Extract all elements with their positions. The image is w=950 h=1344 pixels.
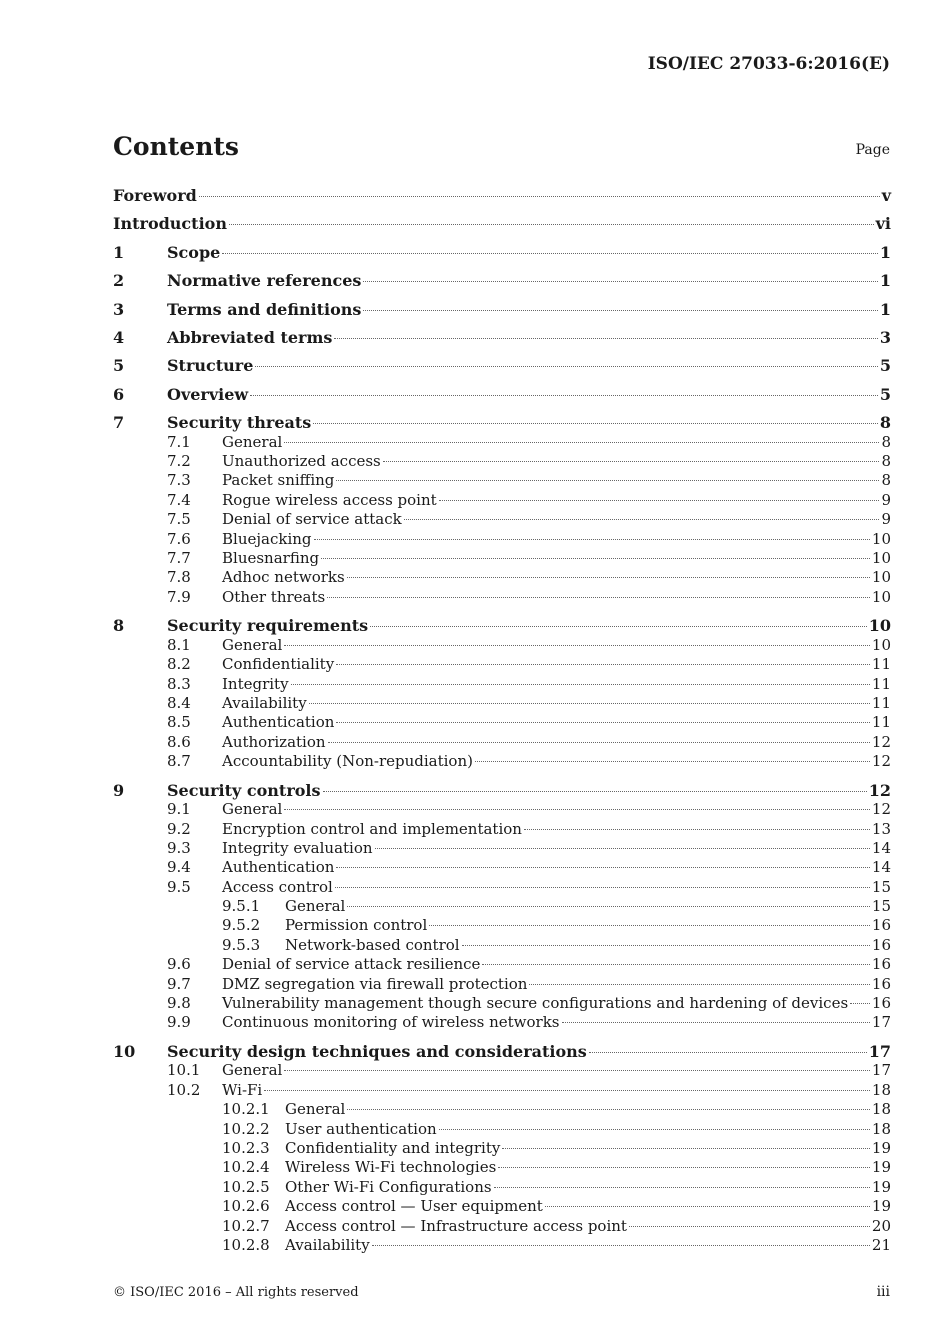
toc-entry-number: 9.6: [167, 955, 191, 974]
dot-leader: [328, 742, 870, 743]
toc-entry-title: Denial of service attack resilience: [222, 955, 481, 974]
dot-leader: [255, 366, 877, 367]
toc-entry-title: Vulnerability management though secure configurations and hardening of devices: [222, 994, 849, 1013]
toc-entry-page: 5: [879, 384, 891, 404]
dot-leader: [291, 684, 870, 685]
toc-entry-title: Encryption control and implementation: [222, 819, 522, 838]
toc-entry[interactable]: [113, 1178, 891, 1197]
dot-leader: [336, 867, 870, 868]
dot-leader: [323, 791, 867, 792]
toc-entry-page: vi: [875, 214, 891, 234]
toc-entry-page: 15: [871, 877, 891, 896]
toc-entry-page: 8: [879, 413, 891, 433]
toc-entry-page: 10: [871, 568, 891, 587]
toc-entry-number: 8.4: [167, 693, 191, 712]
toc-entry-title: Security threats: [167, 413, 312, 433]
toc-entry-title: Continuous monitoring of wireless networks: [222, 1013, 560, 1032]
toc-entry-title: Authorization: [222, 732, 326, 751]
dot-leader: [429, 925, 870, 926]
toc-entry-number: 9.8: [167, 994, 191, 1013]
toc-entry-page: 10: [871, 549, 891, 568]
toc-entry-title: General: [222, 432, 283, 451]
toc-entry-title: Wireless Wi-Fi technologies: [285, 1158, 497, 1177]
toc-entry-title: Rogue wireless access point: [222, 490, 437, 509]
toc-entry-number: 2: [113, 271, 125, 291]
document-header: ISO/IEC 27033-6:2016(E): [647, 54, 890, 74]
toc-entry-page: 19: [871, 1177, 891, 1196]
toc-entry-page: 16: [871, 955, 891, 974]
toc-entry[interactable]: [113, 1013, 891, 1032]
toc-entry-title: Scope: [167, 242, 221, 262]
dot-leader: [545, 1206, 870, 1207]
toc-entry-number: 7.4: [167, 490, 191, 509]
toc-entry-number: 10.2.1: [222, 1100, 270, 1119]
toc-entry-title: Integrity: [222, 674, 289, 693]
toc-entry-number: 10.2.7: [222, 1216, 270, 1235]
toc-entry[interactable]: [113, 588, 891, 607]
toc-entry-page: 1: [879, 299, 891, 319]
toc-entry-page: 11: [871, 655, 891, 674]
toc-entry[interactable]: [113, 1042, 891, 1061]
toc-entry[interactable]: [113, 1061, 891, 1080]
toc-entry[interactable]: [113, 616, 891, 635]
dot-leader: [524, 829, 870, 830]
toc-entry[interactable]: [113, 839, 891, 858]
toc-entry-page: 16: [871, 974, 891, 993]
toc-entry-page: 20: [871, 1216, 891, 1235]
toc-entry-number: 4: [113, 327, 125, 347]
toc-entry[interactable]: [113, 300, 891, 319]
dot-leader: [363, 281, 877, 282]
toc-entry-page: 17: [871, 1013, 891, 1032]
toc-entry-page: 15: [871, 897, 891, 916]
toc-entry-page: 12: [871, 752, 891, 771]
toc-entry-page: 3: [879, 327, 891, 347]
toc-entry[interactable]: [113, 800, 891, 819]
dot-leader: [199, 196, 880, 197]
toc-entry-title: DMZ segregation via firewall protection: [222, 974, 528, 993]
toc-entry[interactable]: [113, 1120, 891, 1139]
dot-leader: [334, 338, 877, 339]
toc-entry-page: 17: [868, 1041, 891, 1061]
toc-entry-title: Security controls: [167, 780, 321, 800]
toc-entry[interactable]: [113, 549, 891, 568]
toc-entry-title: Network-based control: [285, 935, 460, 954]
toc-entry[interactable]: [113, 413, 891, 432]
toc-entry-title: Adhoc networks: [222, 568, 345, 587]
dot-leader: [264, 1090, 870, 1091]
toc-entry-page: 19: [871, 1158, 891, 1177]
toc-entry-number: 5: [113, 356, 125, 376]
toc-entry[interactable]: [113, 955, 891, 974]
toc-entry[interactable]: [113, 1158, 891, 1177]
toc-entry[interactable]: [113, 752, 891, 771]
dot-leader: [502, 1148, 870, 1149]
toc-entry-number: 8.6: [167, 732, 191, 751]
toc-entry-title: Other threats: [222, 587, 326, 606]
toc-entry-page: 8: [881, 471, 891, 490]
dot-leader: [250, 395, 878, 396]
toc-entry-number: 7: [113, 413, 125, 433]
toc-entry-number: 9.5.3: [222, 935, 261, 954]
toc-entry-title: Availability: [222, 693, 307, 712]
toc-entry-number: 9: [113, 780, 125, 800]
toc-entry-page: 19: [871, 1197, 891, 1216]
toc-entry-page: 18: [871, 1100, 891, 1119]
dot-leader: [562, 1022, 870, 1023]
toc-entry-title: Introduction: [113, 214, 227, 234]
dot-leader: [314, 539, 870, 540]
toc-entry-number: 10.2.2: [222, 1119, 270, 1138]
copyright-footer: © ISO/IEC 2016 – All rights reserved: [113, 1285, 359, 1300]
toc-entry-title: User authentication: [285, 1119, 437, 1138]
toc-entry-number: 10.1: [167, 1061, 201, 1080]
toc-entry-number: 9.3: [167, 838, 191, 857]
toc-entry-title: Bluesnarfing: [222, 549, 320, 568]
page-number: iii: [876, 1284, 890, 1300]
toc-entry-title: Abbreviated terms: [167, 327, 333, 347]
toc-entry-page: v: [881, 186, 891, 205]
toc-entry-page: 12: [871, 800, 891, 819]
toc-entry-number: 10.2.3: [222, 1138, 270, 1157]
dot-leader: [439, 500, 880, 501]
toc-entry-title: Unauthorized access: [222, 452, 381, 471]
table-of-contents: [113, 186, 891, 1255]
toc-entry[interactable]: [113, 733, 891, 752]
toc-entry-page: 8: [881, 432, 891, 451]
dot-leader: [498, 1167, 870, 1168]
dot-leader: [363, 310, 877, 311]
dot-leader: [372, 1245, 870, 1246]
toc-entry-title: Authentication: [222, 858, 335, 877]
toc-entry[interactable]: [113, 356, 891, 375]
toc-entry[interactable]: [113, 452, 891, 471]
toc-entry-number: 7.2: [167, 452, 191, 471]
toc-entry-number: 9.2: [167, 819, 191, 838]
dot-leader: [589, 1052, 867, 1053]
contents-heading: Contents: [113, 132, 240, 161]
toc-entry-number: 8.7: [167, 752, 191, 771]
toc-entry-title: Integrity evaluation: [222, 838, 373, 857]
toc-entry-number: 9.5: [167, 877, 191, 896]
toc-entry-number: 10.2.5: [222, 1177, 270, 1196]
dot-leader: [629, 1226, 870, 1227]
dot-leader: [313, 423, 878, 424]
toc-entry-number: 8: [113, 616, 125, 636]
toc-entry-page: 16: [871, 935, 891, 954]
toc-entry-number: 7.3: [167, 471, 191, 490]
toc-entry-number: 10.2: [167, 1080, 201, 1099]
toc-entry-title: Denial of service attack: [222, 510, 402, 529]
dot-leader: [375, 848, 870, 849]
dot-leader: [335, 887, 870, 888]
toc-entry-title: Bluejacking: [222, 529, 312, 548]
toc-entry-number: 8.2: [167, 655, 191, 674]
toc-entry-title: Authentication: [222, 713, 335, 732]
toc-entry-number: 9.7: [167, 974, 191, 993]
dot-leader: [336, 480, 879, 481]
toc-entry-title: Security design techniques and considerations: [167, 1041, 587, 1061]
dot-leader: [336, 722, 870, 723]
dot-leader: [383, 461, 880, 462]
toc-entry-page: 1: [879, 242, 891, 262]
toc-entry[interactable]: [113, 858, 891, 877]
toc-entry-page: 11: [871, 713, 891, 732]
toc-entry[interactable]: [113, 636, 891, 655]
toc-entry[interactable]: [113, 694, 891, 713]
dot-leader: [321, 558, 870, 559]
toc-entry[interactable]: [113, 530, 891, 549]
toc-entry-page: 21: [871, 1235, 891, 1254]
toc-entry-page: 11: [871, 693, 891, 712]
toc-entry-title: Confidentiality: [222, 655, 335, 674]
toc-entry-number: 7.7: [167, 549, 191, 568]
toc-entry-number: 10.2.4: [222, 1158, 270, 1177]
toc-entry-page: 17: [871, 1061, 891, 1080]
toc-entry-page: 12: [871, 732, 891, 751]
toc-entry-title: Normative references: [167, 271, 362, 291]
toc-entry-page: 10: [868, 616, 891, 636]
dot-leader: [529, 984, 869, 985]
dot-leader: [850, 1003, 870, 1004]
toc-entry-title: Structure: [167, 356, 254, 376]
toc-entry-number: 9.1: [167, 800, 191, 819]
dot-leader: [284, 645, 870, 646]
dot-leader: [347, 1109, 870, 1110]
toc-entry-number: 9.9: [167, 1013, 191, 1032]
toc-entry-title: General: [285, 1100, 346, 1119]
toc-entry-page: 1: [879, 271, 891, 291]
toc-entry[interactable]: [113, 433, 891, 452]
toc-entry-page: 10: [871, 587, 891, 606]
toc-entry-page: 14: [871, 838, 891, 857]
toc-entry-title: Wi-Fi: [222, 1080, 263, 1099]
toc-entry-title: Terms and definitions: [167, 299, 362, 319]
toc-entry-page: 10: [871, 635, 891, 654]
toc-entry-title: Packet sniffing: [222, 471, 335, 490]
toc-entry-number: 9.5.1: [222, 897, 261, 916]
toc-entry-title: Other Wi-Fi Configurations: [285, 1177, 492, 1196]
toc-entry-number: 9.5.2: [222, 916, 261, 935]
toc-entry[interactable]: [113, 820, 891, 839]
toc-entry-number: 7.5: [167, 510, 191, 529]
dot-leader: [229, 224, 874, 225]
dot-leader: [482, 964, 869, 965]
toc-entry[interactable]: [113, 1217, 891, 1236]
toc-entry-number: 6: [113, 384, 125, 404]
dot-leader: [284, 442, 879, 443]
toc-entry-number: 1: [113, 242, 125, 262]
toc-entry[interactable]: [113, 936, 891, 955]
dot-leader: [404, 519, 880, 520]
dot-leader: [462, 945, 870, 946]
toc-entry[interactable]: [113, 471, 891, 490]
toc-entry-title: Accountability (Non-repudiation): [222, 752, 473, 771]
toc-entry[interactable]: [113, 1100, 891, 1119]
toc-entry-number: 9.4: [167, 858, 191, 877]
toc-entry-number: 8.5: [167, 713, 191, 732]
toc-entry-page: 5: [879, 356, 891, 376]
toc-entry[interactable]: [113, 491, 891, 510]
toc-entry-title: General: [222, 800, 283, 819]
toc-entry-title: Overview: [167, 384, 249, 404]
dot-leader: [347, 906, 870, 907]
toc-entry-title: Security requirements: [167, 616, 369, 636]
toc-entry-number: 7.1: [167, 432, 191, 451]
page-column-label: Page: [855, 142, 890, 158]
dot-leader: [284, 1070, 870, 1071]
dot-leader: [439, 1129, 870, 1130]
toc-entry[interactable]: [113, 675, 891, 694]
toc-entry[interactable]: [113, 916, 891, 935]
toc-entry-page: 18: [871, 1080, 891, 1099]
toc-entry[interactable]: [113, 186, 891, 205]
toc-entry[interactable]: [113, 1197, 891, 1216]
toc-entry-page: 11: [871, 674, 891, 693]
dot-leader: [494, 1187, 870, 1188]
toc-entry[interactable]: [113, 897, 891, 916]
toc-entry-page: 19: [871, 1138, 891, 1157]
toc-entry[interactable]: [113, 975, 891, 994]
toc-entry[interactable]: [113, 1139, 891, 1158]
toc-entry-title: Foreword: [113, 186, 197, 205]
toc-entry-number: 10.2.6: [222, 1197, 270, 1216]
toc-entry-number: 7.8: [167, 568, 191, 587]
toc-entry[interactable]: [113, 328, 891, 347]
toc-entry-number: 7.9: [167, 587, 191, 606]
toc-entry-title: Permission control: [285, 916, 428, 935]
toc-entry-number: 7.6: [167, 529, 191, 548]
toc-entry[interactable]: [113, 385, 891, 404]
dot-leader: [370, 626, 867, 627]
toc-entry[interactable]: [113, 713, 891, 732]
toc-entry-title: Confidentiality and integrity: [285, 1138, 501, 1157]
toc-entry-page: 9: [881, 490, 891, 509]
toc-entry-page: 18: [871, 1119, 891, 1138]
dot-leader: [347, 577, 870, 578]
dot-leader: [475, 761, 870, 762]
toc-entry[interactable]: [113, 655, 891, 674]
toc-entry-title: General: [285, 897, 346, 916]
toc-entry[interactable]: [113, 510, 891, 529]
toc-entry-title: Availability: [285, 1235, 370, 1254]
toc-entry-page: 10: [871, 529, 891, 548]
toc-entry[interactable]: [113, 781, 891, 800]
toc-entry-number: 10.2.8: [222, 1235, 270, 1254]
toc-entry-number: 8.1: [167, 635, 191, 654]
toc-entry[interactable]: [113, 568, 891, 587]
toc-entry-number: 3: [113, 299, 125, 319]
toc-entry-number: 8.3: [167, 674, 191, 693]
toc-entry-page: 14: [871, 858, 891, 877]
toc-entry-title: General: [222, 635, 283, 654]
toc-entry[interactable]: [113, 994, 891, 1013]
toc-entry[interactable]: [113, 271, 891, 290]
toc-entry-title: Access control: [222, 877, 333, 896]
toc-entry-page: 13: [871, 819, 891, 838]
toc-entry-number: 10: [113, 1041, 136, 1061]
dot-leader: [222, 253, 878, 254]
toc-entry-title: Access control — User equipment: [285, 1197, 543, 1216]
toc-entry-page: 16: [871, 994, 891, 1013]
dot-leader: [336, 664, 870, 665]
toc-entry[interactable]: [113, 1236, 891, 1255]
toc-entry[interactable]: [113, 878, 891, 897]
toc-entry-page: 9: [881, 510, 891, 529]
dot-leader: [309, 703, 870, 704]
toc-entry-title: General: [222, 1061, 283, 1080]
toc-entry-page: 12: [868, 780, 891, 800]
toc-entry-page: 16: [871, 916, 891, 935]
toc-entry-title: Access control — Infrastructure access point: [285, 1216, 627, 1235]
toc-entry[interactable]: [113, 214, 891, 233]
dot-leader: [284, 809, 870, 810]
toc-entry[interactable]: [113, 1081, 891, 1100]
toc-entry[interactable]: [113, 243, 891, 262]
dot-leader: [327, 597, 870, 598]
toc-entry-page: 8: [881, 452, 891, 471]
